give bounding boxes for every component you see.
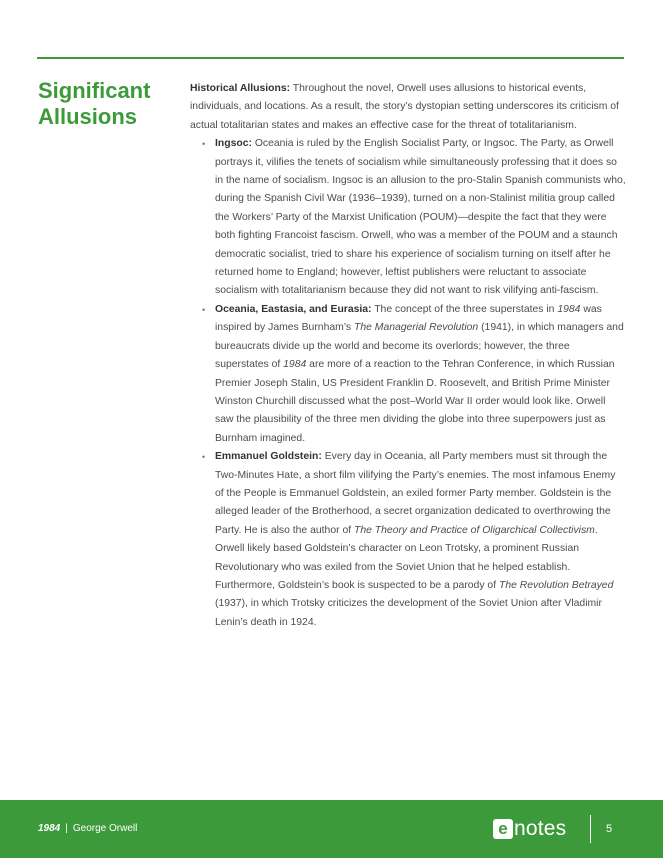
top-rule xyxy=(37,57,624,59)
item-text: (1941), in which managers and bureaucrats divide up the world and become its overlords; however, the three superstates of xyxy=(215,322,624,371)
logo-wordmark: notes xyxy=(514,817,567,840)
intro-label: Historical Allusions: xyxy=(190,83,291,94)
footer-credit xyxy=(38,822,137,836)
section-title xyxy=(38,78,178,130)
item-label: Oceania, Eastasia, and Eurasia: xyxy=(215,303,372,315)
item-italic: 1984 xyxy=(557,303,581,315)
item-text: was inspired by James Burnham’s xyxy=(215,303,602,334)
footer-bar xyxy=(0,800,663,858)
footer-author: George Orwell xyxy=(72,823,138,834)
allusion-list xyxy=(190,135,626,632)
footer-separator: | xyxy=(65,823,68,834)
intro-paragraph xyxy=(190,80,626,135)
item-text: . Orwell likely based Goldstein’s character on Leon Trotsky, a prominent Russian Revolutionary who was exiled from the Soviet Union that he helped establish. Furthermore, Goldstein’s book is suspected to be a parody of xyxy=(215,524,598,591)
intro-text: Throughout the novel, Orwell uses allusions to historical events, individuals, and locations. As a result, the story’s dystopian setting underscores its criticism of actual totalitarian states and makes an effective case for the threat of totalitarianism. xyxy=(190,83,619,131)
logo-e-mark: e xyxy=(493,819,513,839)
item-text: Every day in Oceania, all Party members must sit through the Two-Minutes Hate, a short film vilifying the Party’s enemies. The most infamous Enemy of the People is Emmanuel Goldstein, an exiled former Party member. Goldstein is the alleged leader of the Brotherhood, a secret organization dedicated to overthrowing the Party. He is also the author of xyxy=(215,451,616,536)
item-italic: 1984 xyxy=(283,359,307,371)
list-item-superstates xyxy=(215,301,626,448)
item-text: (1937), in which Trotsky criticizes the development of the Soviet Union after Vladimir Lenin’s death in 1924. xyxy=(215,598,602,628)
item-italic: The Revolution Betrayed xyxy=(498,579,614,591)
list-item-goldstein xyxy=(215,448,626,632)
list-item-ingsoc xyxy=(215,135,626,301)
footer-divider xyxy=(590,815,591,843)
footer-book-title: 1984 xyxy=(38,823,61,834)
page-number: 5 xyxy=(606,823,613,835)
content-body xyxy=(190,80,626,632)
item-italic: The Theory and Practice of Oligarchical Collectivism xyxy=(354,524,595,536)
item-text: The concept of the three superstates in xyxy=(371,303,558,315)
item-text: are more of a reaction to the Tehran Conference, in which Russian Premier Joseph Stalin, US President Franklin D. Roosevelt, and British Prime Minister Winston Churchill discussed what the post–World War II order would look like. Orwell saw the plausibility of the three men dividing the globe into three superpowers just as Burnham imagined. xyxy=(215,359,615,444)
item-label: Emmanuel Goldstein: xyxy=(215,451,322,463)
section-title-line-1: Significant xyxy=(38,78,151,103)
item-italic: The Managerial Revolution xyxy=(354,322,479,334)
item-label: Ingsoc: xyxy=(215,138,252,150)
enotes-logo xyxy=(493,817,566,841)
item-text: Oceania is ruled by the English Socialist Party, or Ingsoc. The Party, as Orwell portrays it, vilifies the tenets of socialism while simultaneously professing that it does so in the name of socialism. Ingsoc is an allusion to the pro-Stalin Spanish communists who, during the Spanish Civil War (1936–1939), turned on a non-Stalinist militia group called the Workers’ Party of the Marxist Unification (POUM)—despite the fact that they were both fighting Francoist fascism. Orwell, who was a member of the POUM and a staunch democratic socialist, tried to share his experience of socialism turning on itself after he returned home to England; however, leftist publishers were reluctant to associate socialism with totalitarianism because they did not want to risk vilifying anti-fascism. xyxy=(215,138,626,297)
section-title-line-2: Allusions xyxy=(38,104,138,129)
